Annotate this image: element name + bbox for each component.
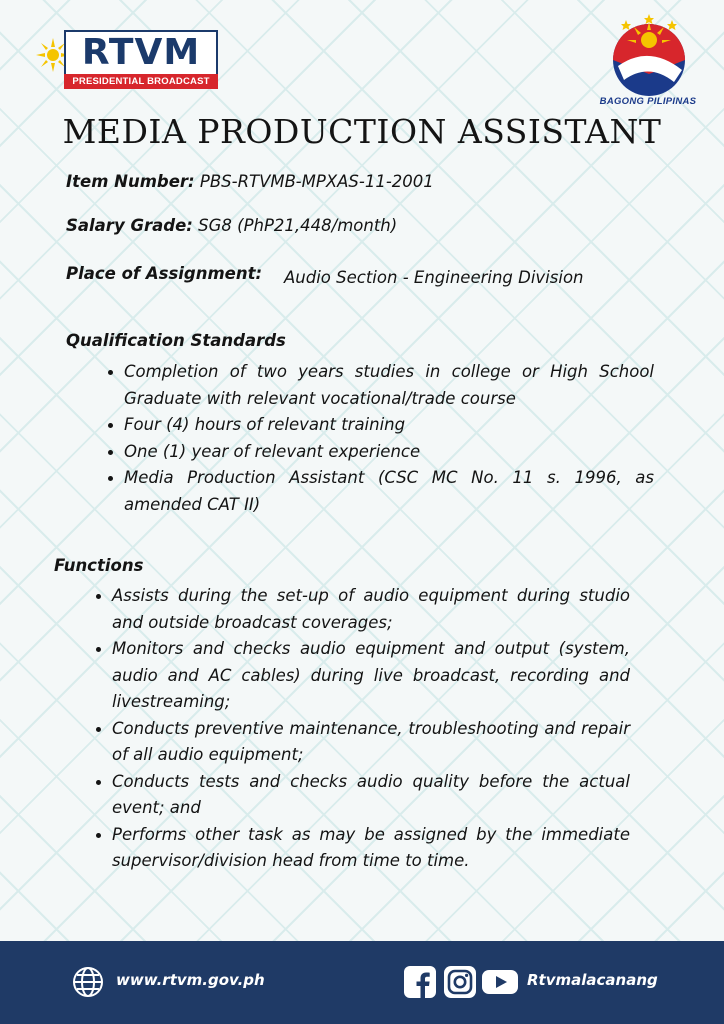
salary-grade-label: Salary Grade: (66, 216, 193, 235)
list-item: Media Production Assistant (CSC MC No. 11 s. 1996, as amended CAT II) (124, 465, 654, 518)
list-item: Performs other task as may be assigned by the immediate supervisor/division head from time to time. (112, 822, 630, 875)
website-link[interactable]: www.rtvm.gov.ph (116, 971, 265, 989)
salary-grade-value: SG8 (PhP21,448/month) (198, 216, 398, 235)
place-of-assignment-value: Audio Section - Engineering Division (284, 268, 584, 287)
footer (0, 941, 724, 1024)
list-item: One (1) year of relevant experience (124, 439, 654, 466)
item-number-row (66, 172, 434, 191)
list-item: Conducts tests and checks audio quality before the actual event; and (112, 769, 630, 822)
rtvm-logo-band: PRESIDENTIAL BROADCAST (64, 74, 218, 89)
list-item: Completion of two years studies in college or High School Graduate with relevant vocational/trade course (124, 359, 654, 412)
list-item: Four (4) hours of relevant training (124, 412, 654, 439)
list-item: Assists during the set-up of audio equipment during studio and outside broadcast coverages; (112, 583, 630, 636)
bagong-pilipinas-emblem-icon (604, 14, 694, 98)
bagong-pilipinas-logo (594, 14, 702, 110)
list-item: Conducts preventive maintenance, troubleshooting and repair of all audio equipment; (112, 716, 630, 769)
rtvm-logo-text: RTVM (64, 30, 218, 74)
bagong-pilipinas-text: BAGONG PILIPINAS (599, 96, 697, 107)
salary-grade-row (66, 216, 397, 235)
functions-heading: Functions (54, 556, 144, 575)
qualification-standards-list (124, 359, 654, 518)
qualification-standards-heading: Qualification Standards (66, 331, 286, 350)
place-of-assignment-label (66, 264, 262, 283)
instagram-icon[interactable] (444, 966, 476, 998)
globe-icon (72, 966, 104, 998)
functions-list (112, 583, 630, 875)
youtube-icon[interactable] (482, 966, 518, 998)
social-handle[interactable]: Rtvmalacanang (527, 971, 658, 989)
item-number-label: Item Number: (66, 172, 195, 191)
place-label-text: Place of Assignment: (66, 264, 263, 283)
page-title: MEDIA PRODUCTION ASSISTANT (62, 112, 662, 151)
rtvm-logo (36, 30, 226, 88)
list-item: Monitors and checks audio equipment and output (system, audio and AC cables) during live broadcast, recording and livestreaming; (112, 636, 630, 716)
item-number-value: PBS-RTVMB-MPXAS-11-2001 (199, 172, 434, 191)
facebook-icon[interactable] (404, 966, 436, 998)
